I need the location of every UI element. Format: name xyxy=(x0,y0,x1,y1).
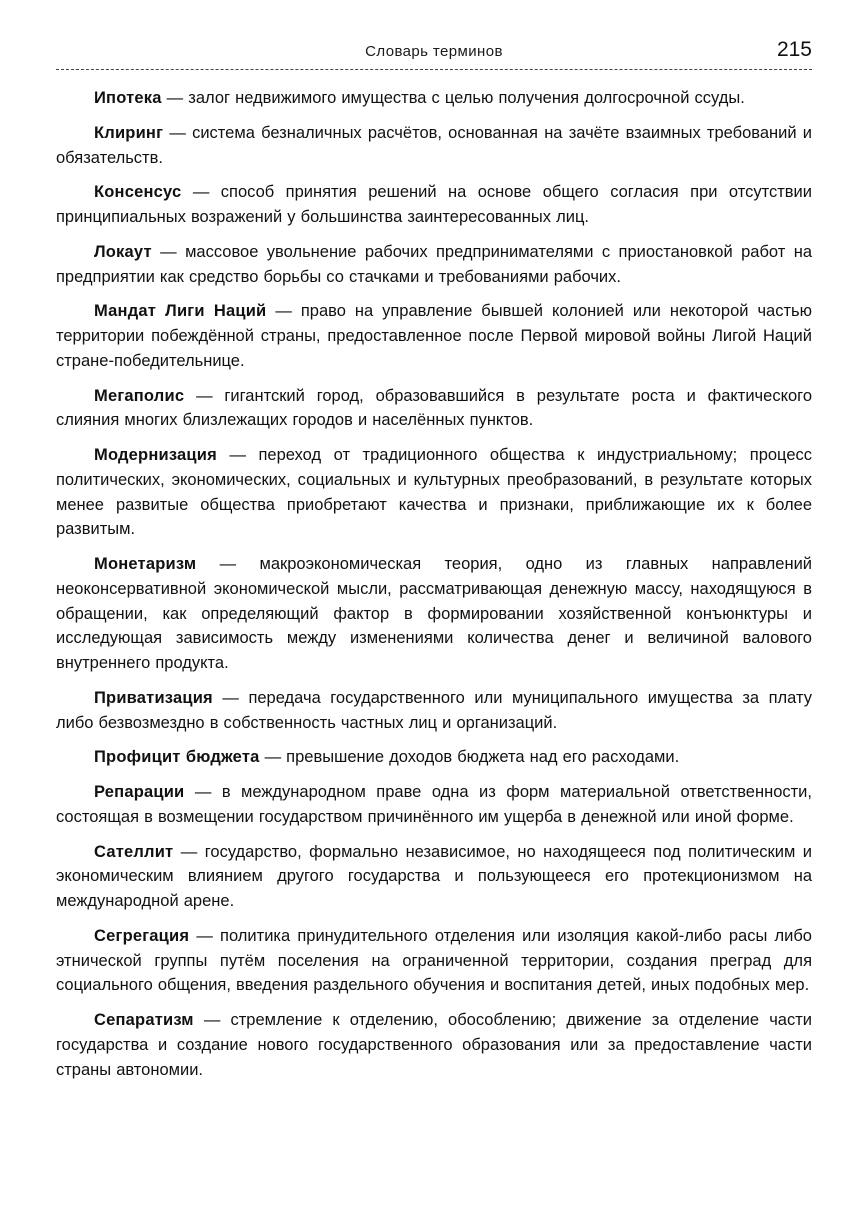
glossary-term: Модернизация xyxy=(94,446,217,464)
page-header xyxy=(56,38,812,70)
glossary-term: Мандат Лиги Наций xyxy=(94,302,267,321)
glossary-term: Репарации xyxy=(94,783,185,801)
glossary-term: Мегаполис xyxy=(94,386,185,405)
glossary-term: Приватизация xyxy=(94,688,213,707)
page-number: 215 xyxy=(776,38,812,61)
glossary-entry xyxy=(56,86,812,111)
glossary-definition: — государство, формально независимое, но находящееся под политическим и экономическим влиянием другого государства и пользующееся его протекционизмом на международной арене. xyxy=(56,842,812,910)
glossary-entry xyxy=(56,780,812,830)
glossary-entry xyxy=(56,552,812,676)
running-header-title: Словарь терминов xyxy=(365,43,503,60)
glossary-definition: — гигантский город, образовавшийся в результате роста и фактического слияния многих близлежащих городов и населённых пунктов. xyxy=(56,386,812,430)
glossary-definition: — система безналичных расчётов, основанная на зачёте взаимных требований и обязательств. xyxy=(56,123,812,167)
glossary-entry xyxy=(56,240,812,290)
glossary-entry xyxy=(56,745,812,770)
glossary-definition: — политика принудительного отделения или изоляция какой-либо расы либо этнической группы путём поселения на ограниченной территории, создания преград для социального общения, введения раздельного обучения и воспитания детей, иных подобных мер. xyxy=(56,926,812,995)
glossary-definition: — переход от традиционного общества к индустриальному; процесс политических, экономических, социальных и культурных преобразований, в результате которых менее развитые общества приобретают качества и признаки, приближающие их к более развитым. xyxy=(56,446,812,539)
glossary-definition: — макроэкономическая теория, одно из главных направлений неоконсервативной экономической мысли, рассматривающая денежную массу, находящуюся в обращении, как определяющий фактор в формировании хозяйственной конъюнктуры и исследующая зависимость между изменениями количества денег и величиной валового внутреннего продукта. xyxy=(56,555,812,672)
glossary-term: Монетаризм xyxy=(94,555,197,573)
glossary-term: Сепаратизм xyxy=(94,1011,194,1029)
glossary-entry xyxy=(56,1008,812,1082)
glossary-entries xyxy=(56,86,812,1082)
glossary-term: Сателлит xyxy=(94,842,174,861)
glossary-definition: — стремление к отделению, обособлению; движение за отделение части государства и создание нового государственного образования или за предоставление части страны автономии. xyxy=(56,1011,812,1079)
glossary-definition: — передача государственного или муниципального имущества за плату либо безвозмездно в собственность частных лиц и организаций. xyxy=(56,688,812,732)
glossary-term: Сегрегация xyxy=(94,926,190,945)
glossary-entry xyxy=(56,384,812,434)
glossary-definition: — право на управление бывшей колонией или некоторой частью территории побеждённой страны, предоставленное после Первой мировой войны Лигой Наций стране-победительнице. xyxy=(56,302,812,370)
glossary-entry xyxy=(56,686,812,736)
glossary-entry xyxy=(56,121,812,171)
glossary-entry xyxy=(56,840,812,914)
glossary-entry xyxy=(56,924,812,998)
glossary-term: Ипотека xyxy=(94,89,162,107)
glossary-entry xyxy=(56,443,812,542)
glossary-definition: — в международном праве одна из форм материальной ответственности, состоящая в возмещении государством причинённого им ущерба в денежной или иной форме. xyxy=(56,783,812,826)
glossary-definition: — способ принятия решений на основе общего согласия при отсутствии принципиальных возражений у большинства заинтересованных лиц. xyxy=(56,183,812,226)
glossary-term: Консенсус xyxy=(94,183,182,202)
glossary-entry xyxy=(56,299,812,373)
glossary-definition: — массовое увольнение рабочих предпринимателями с приостановкой работ на предприятии как средство борьбы со стачками и требованиями рабочих. xyxy=(56,242,812,286)
glossary-term: Локаут xyxy=(94,242,152,261)
glossary-term: Профицит бюджета xyxy=(94,748,260,767)
glossary-definition: — залог недвижимого имущества с целью получения долгосрочной ссуды. xyxy=(161,89,745,107)
glossary-entry xyxy=(56,180,812,230)
glossary-definition: — превышение доходов бюджета над его расходами. xyxy=(259,748,680,767)
glossary-term: Клиринг xyxy=(94,123,164,142)
